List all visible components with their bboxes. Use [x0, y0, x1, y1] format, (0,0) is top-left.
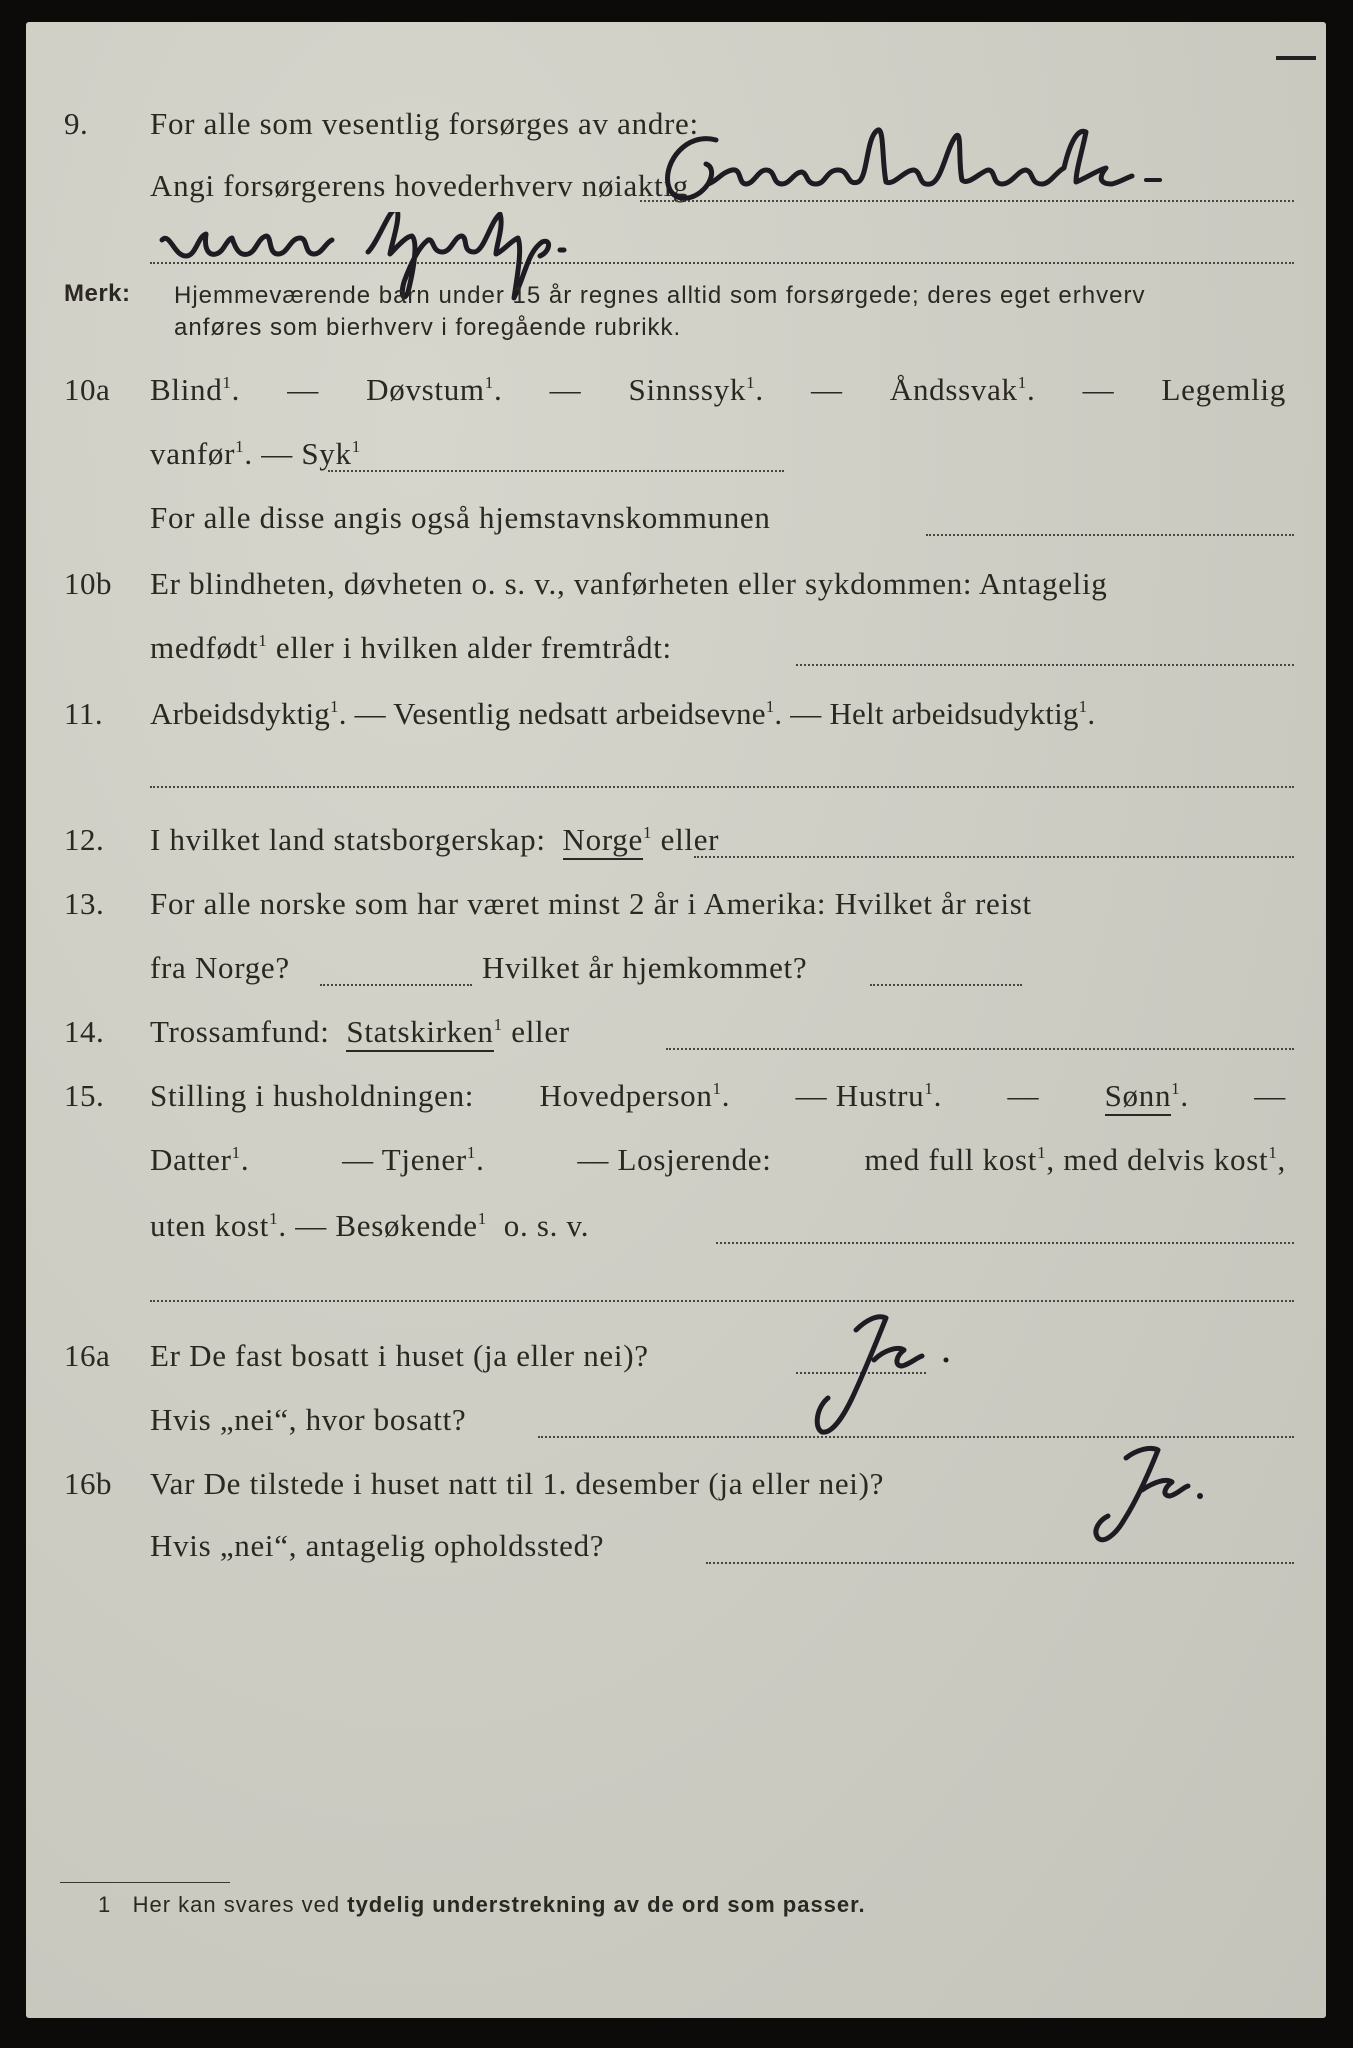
question-10a: 10a Blind$^1$. — Døvstum$^1$. — Sinnssyk$^1$. — Åndssvak$^1$. — Legemlig [64, 372, 1286, 407]
question-15-line3: uten kost$^1$. — Besøkende$^1$ o. s. v. [26, 1208, 1326, 1256]
question-12: 12. I hvilket land statsborgerskap: Norge$^1$ eller [26, 822, 1326, 870]
question-number: 10b [64, 566, 112, 601]
question-text: fra Norge? [150, 950, 290, 985]
footnote-mark: 1 [98, 1892, 112, 1917]
question-15: 15. Stilling i husholdningen: Hovedperson$^1$. — Hustru$^1$. — Sønn$^1$. — [26, 1078, 1326, 1126]
option-syk[interactable]: . — Syk [244, 436, 352, 471]
note-label: Merk: [64, 280, 131, 307]
question-number: 14. [64, 1014, 105, 1049]
option-statskirken-underlined[interactable]: Statskirken [346, 1014, 493, 1052]
question-number: 12. [64, 822, 105, 857]
answer-line[interactable] [666, 1048, 1294, 1050]
question-text: Er De fast bosatt i huset (ja eller nei)? [150, 1338, 649, 1373]
question-text: For alle disse angis også hjemstavnskommunen [150, 500, 771, 535]
question-text: Stilling i husholdningen: [150, 1078, 475, 1113]
question-10a-line2: vanfør$^1$. — Syk$^1$ [26, 436, 1326, 484]
answer-line[interactable] [150, 1300, 1294, 1302]
question-16b [26, 1466, 1326, 1514]
option-datter[interactable]: Datter [150, 1142, 232, 1177]
answer-line[interactable] [150, 786, 1294, 788]
question-number: 13. [64, 886, 105, 921]
option-delvis-kost[interactable]: , med delvis kost [1046, 1142, 1269, 1177]
question-number: 9. [64, 106, 89, 141]
answer-line[interactable] [150, 262, 1294, 264]
option-full-kost[interactable]: med full kost [864, 1142, 1038, 1177]
answer-line[interactable] [328, 470, 784, 472]
answer-line[interactable] [640, 200, 1294, 202]
option-dovstum[interactable]: Døvstum [366, 372, 485, 407]
footnote-rule [60, 1882, 230, 1883]
option-arbeidsdyktig[interactable]: Arbeidsdyktig [150, 696, 330, 731]
answer-line[interactable] [320, 984, 472, 986]
option-helt-arbeidsudyktig[interactable]: . — Helt arbeidsudyktig [774, 696, 1079, 731]
answer-line[interactable] [716, 1242, 1294, 1244]
question-10a-line3 [26, 500, 1326, 548]
answer-line[interactable] [706, 1562, 1294, 1564]
footnote [98, 1892, 866, 1918]
answer-line[interactable] [796, 664, 1294, 666]
question-13 [26, 886, 1326, 934]
option-sonn-underlined[interactable]: Sønn [1105, 1078, 1172, 1116]
question-13-line2 [26, 950, 1326, 998]
corner-dash-mark [1276, 56, 1316, 60]
question-text: eller [660, 822, 720, 857]
answer-line[interactable] [694, 856, 1294, 858]
question-14: 14. Trossamfund: Statskirken$^1$ eller [26, 1014, 1326, 1062]
option-besokende[interactable]: . — Besøkende [278, 1208, 478, 1243]
option-norge-underlined[interactable]: Norge [563, 822, 643, 860]
option-andssvak[interactable]: Åndssvak [889, 372, 1018, 407]
question-text: Hvilket år hjemkommet? [482, 950, 808, 985]
question-9 [26, 106, 1326, 154]
note-text-line1: Hjemmeværende barn under 15 år regnes alltid som forsørgede; deres eget erhverv [174, 282, 1146, 309]
option-uten-kost[interactable]: uten kost [150, 1208, 270, 1243]
option-sinnssyk[interactable]: Sinnssyk [628, 372, 747, 407]
question-16a [26, 1338, 1326, 1386]
footnote-text: Her kan svares ved [132, 1892, 341, 1917]
question-9-line2 [26, 168, 1326, 216]
option-medfodt[interactable]: medfødt [150, 630, 259, 665]
question-number: 16a [64, 1338, 111, 1373]
note-text-line2: anføres som bierhverv i foregående rubrikk. [174, 314, 682, 341]
question-text: I hvilket land statsborgerskap: [150, 822, 546, 857]
question-text: Angi forsørgerens hovederhverv nøiaktig [150, 168, 689, 203]
option-hovedperson[interactable]: Hovedperson [539, 1078, 713, 1113]
question-10b [26, 566, 1326, 614]
question-text: eller i hvilken alder fremtrådt: [267, 630, 672, 665]
option-vanfor[interactable]: vanfør [150, 436, 236, 471]
question-text: Hvis „nei“, hvor bosatt? [150, 1402, 467, 1437]
question-number: 10a [64, 372, 111, 407]
question-15-line2: Datter$^1$. — Tjener$^1$. — Losjerende: med full kost$^1$, med delvis kost$^1$, [150, 1142, 1286, 1177]
option-legemlig[interactable]: Legemlig [1161, 372, 1286, 407]
question-text: For alle som vesentlig forsørges av andre: [150, 106, 699, 141]
option-hustru[interactable]: — Hustru [795, 1078, 925, 1113]
question-11: 11. Arbeidsdyktig$^1$. — Vesentlig nedsatt arbeidsevne$^1$. — Helt arbeidsudyktig$^1$. [64, 696, 1096, 731]
question-text: o. s. v. [503, 1208, 590, 1243]
answer-line[interactable] [926, 534, 1294, 536]
question-text: Var De tilstede i huset natt til 1. desember (ja eller nei)? [150, 1466, 885, 1501]
question-16a-line2 [26, 1402, 1326, 1450]
census-form-page [26, 22, 1326, 2018]
answer-line[interactable] [538, 1436, 1294, 1438]
footnote-bold-text: tydelig understrekning av de ord som passer. [347, 1892, 866, 1917]
option-blind[interactable]: Blind [150, 372, 223, 407]
option-nedsatt-arbeidsevne[interactable]: . — Vesentlig nedsatt arbeidsevne [338, 696, 766, 731]
question-text: Er blindheten, døvheten o. s. v., vanførheten eller sykdommen: Antagelig [150, 566, 1108, 601]
option-tjener[interactable]: — Tjener [342, 1142, 467, 1177]
question-number: 15. [64, 1078, 105, 1113]
question-number: 16b [64, 1466, 112, 1501]
question-text: eller [511, 1014, 570, 1049]
question-number: 11. [64, 696, 104, 731]
answer-line[interactable] [870, 984, 1022, 986]
question-text: Hvis „nei“, antagelig opholdssted? [150, 1528, 605, 1563]
question-16b-line2 [26, 1528, 1326, 1576]
question-text: — Losjerende: [577, 1142, 772, 1177]
question-text: For alle norske som har været minst 2 år i Amerika: Hvilket år reist [150, 886, 1032, 921]
question-10b-line2: medfødt$^1$ eller i hvilken alder fremtrådt: [26, 630, 1326, 678]
question-text: Trossamfund: [150, 1014, 330, 1049]
answer-line[interactable] [796, 1372, 926, 1374]
